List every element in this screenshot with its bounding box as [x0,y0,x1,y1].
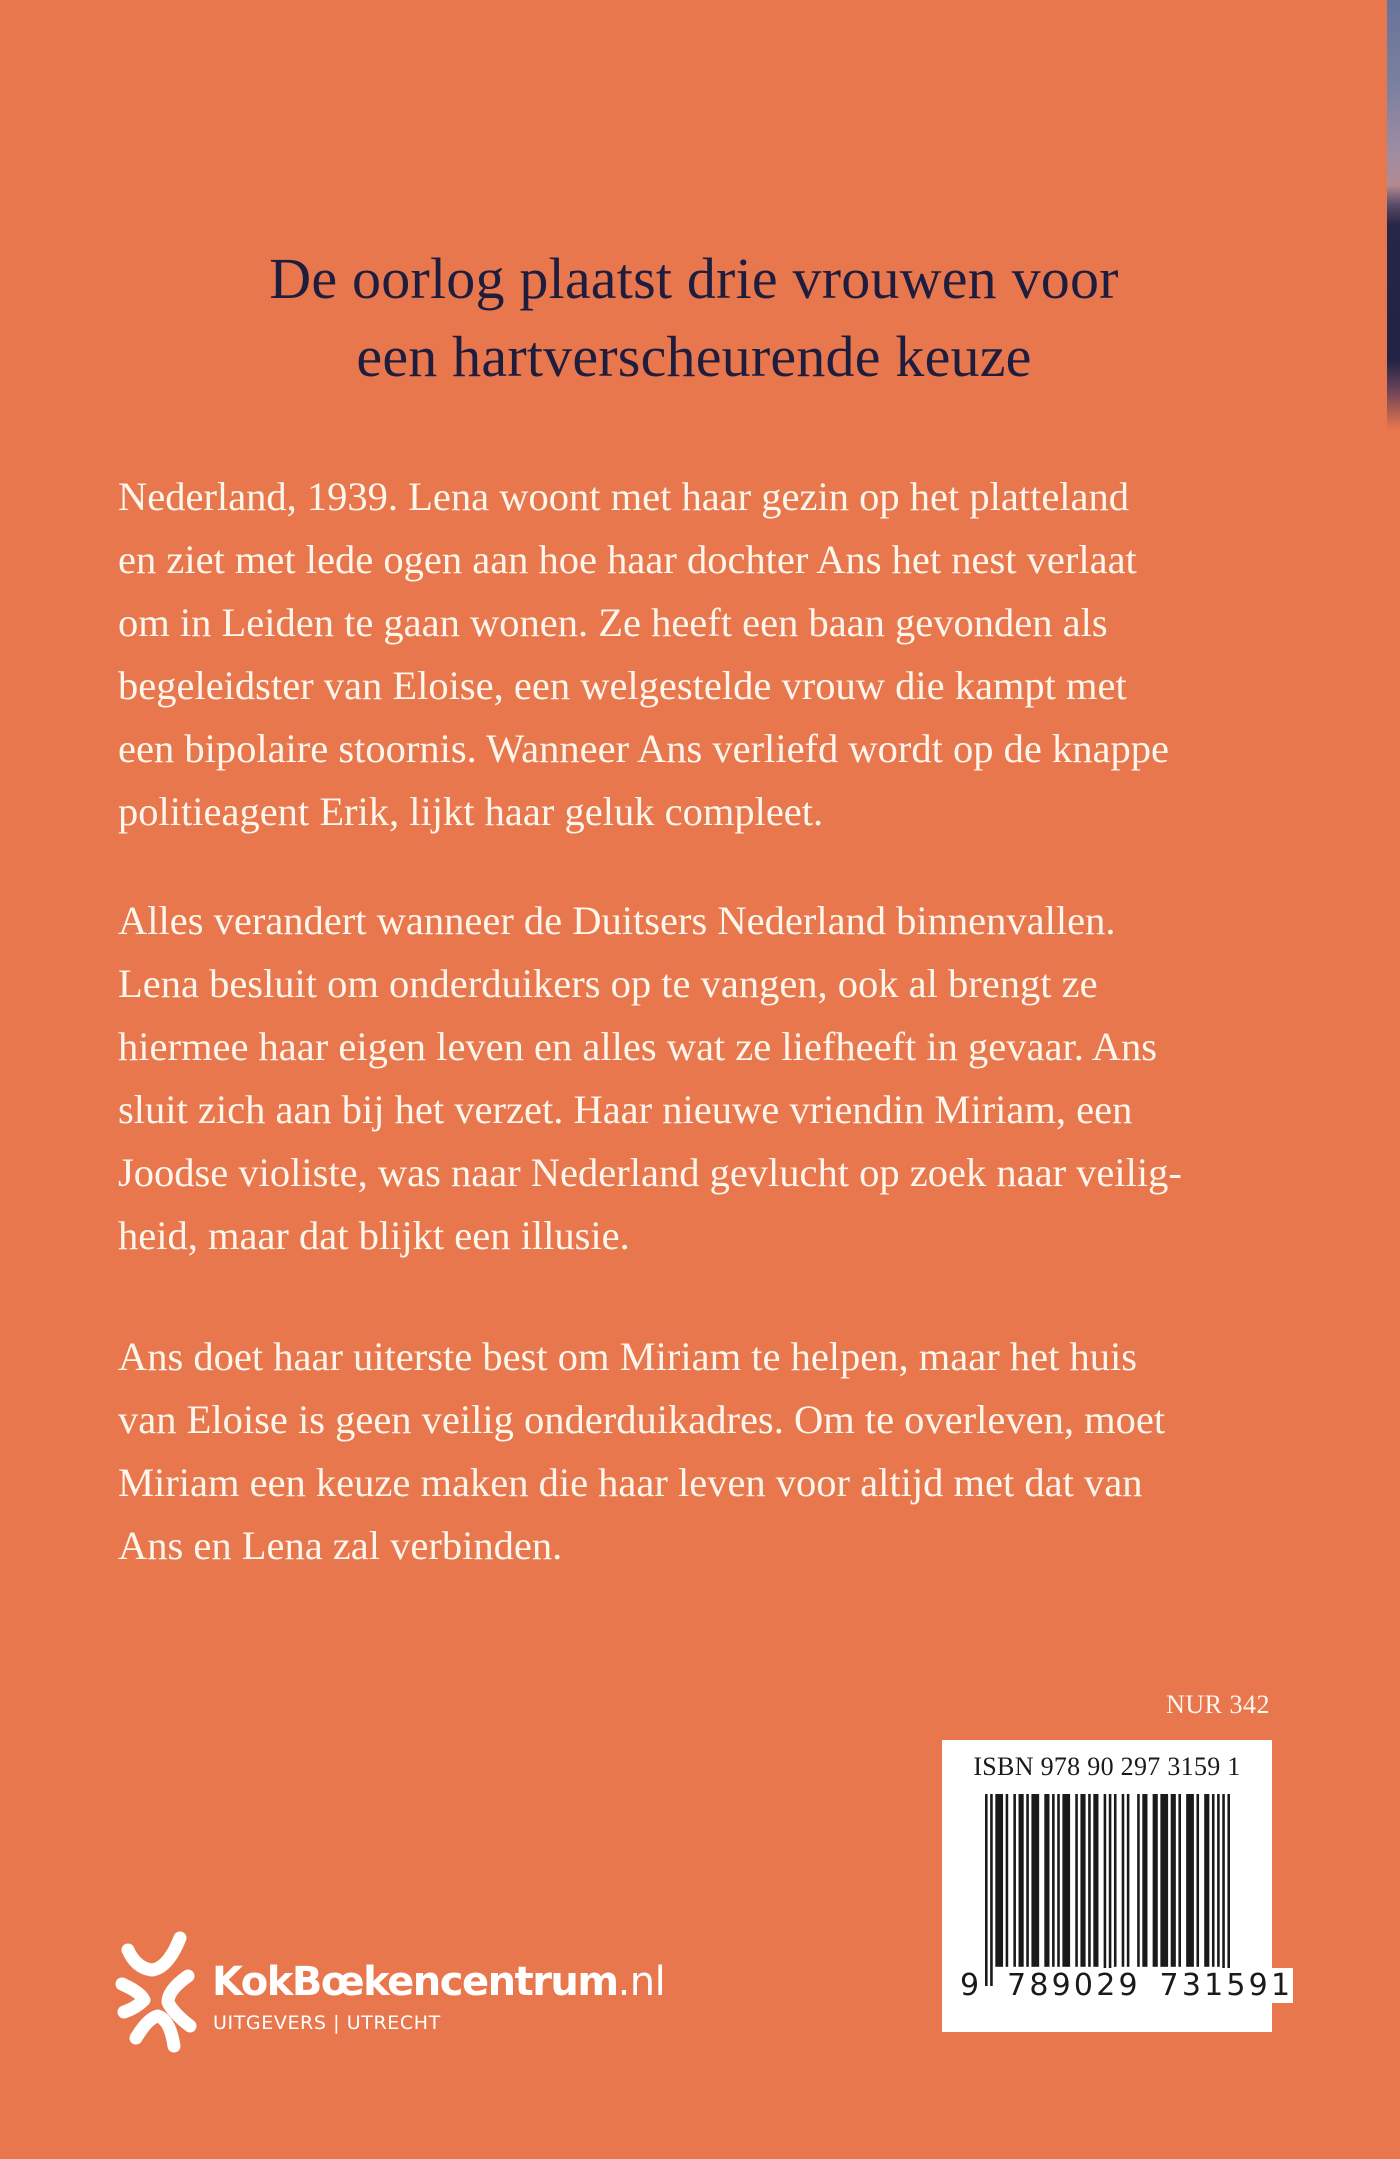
blurb-line: Joodse violiste, was naar Nederland gevlucht op zoek naar veilig- [118,1150,1182,1195]
blurb-line: politieagent Erik, lijkt haar geluk compleet. [118,789,824,834]
blurb-line: Miriam een keuze maken die haar leven voor altijd met dat van [118,1460,1143,1505]
blurb-line: Ans doet haar uiterste best om Miriam te helpen, maar het huis [118,1334,1137,1379]
barcode-digits-right: 731591 [1159,1968,1294,2003]
barcode-digits-left: 789029 [1007,1968,1141,2003]
blurb-line: sluit zich aan bij het verzet. Haar nieuwe vriendin Miriam, een [118,1087,1133,1132]
blurb-line: van Eloise is geen veilig onderduikadres. Om te overleven, moet [118,1397,1166,1442]
blurb-line: begeleidster van Eloise, een welgestelde vrouw die kampt met [118,663,1127,708]
book-spine-edge [1387,0,1400,430]
kokboekencentrum-star-icon [112,1928,204,2054]
isbn-barcode-panel [942,1740,1294,2032]
blurb-line: een bipolaire stoornis. Wanneer Ans verliefd wordt op de knappe [118,726,1169,771]
publisher-name-suffix: .nl [617,1959,666,2005]
publisher-name-main: KokBœkencentrum [212,1959,618,2005]
blurb-line: Nederland, 1939. Lena woont met haar gezin op het platteland [118,474,1130,519]
blurb-paragraph-2 [118,889,1318,1267]
blurb-line: heid, maar dat blijkt een illusie. [118,1213,630,1258]
blurb-line: om in Leiden te gaan wonen. Ze heeft een baan gevonden als [118,600,1108,645]
nur-code: NUR 342 [1166,1690,1270,1719]
barcode-digits [960,1968,1294,2003]
blurb-line: hiermee haar eigen leven en alles wat ze liefheeft in gevaar. Ans [118,1024,1157,1069]
blurb-line: en ziet met lede ogen aan hoe haar dochter Ans het nest verlaat [118,537,1137,582]
publisher-name [212,1960,665,2004]
blurb-line: Lena besluit om onderduikers op te vangen, ook al brengt ze [118,961,1098,1006]
blurb-line: Ans en Lena zal verbinden. [118,1523,563,1568]
blurb-line: Alles verandert wanneer de Duitsers Nederland binnenvallen. [118,898,1116,943]
tagline-line-2: een hartverscheurende keuze [356,324,1032,389]
blurb-paragraph-3 [118,1325,1318,1577]
publisher-subtitle: UITGEVERS | UTRECHT [213,2012,441,2034]
barcode-digit-lead: 9 [960,1968,983,2003]
cover-tagline [0,240,1388,396]
barcode-icon [985,1794,1230,1986]
blurb-paragraph-1 [118,465,1318,843]
tagline-line-1: De oorlog plaatst drie vrouwen voor [269,246,1119,311]
isbn-label: ISBN 978 90 297 3159 1 [973,1752,1241,1781]
publisher-logo [112,1928,752,2058]
